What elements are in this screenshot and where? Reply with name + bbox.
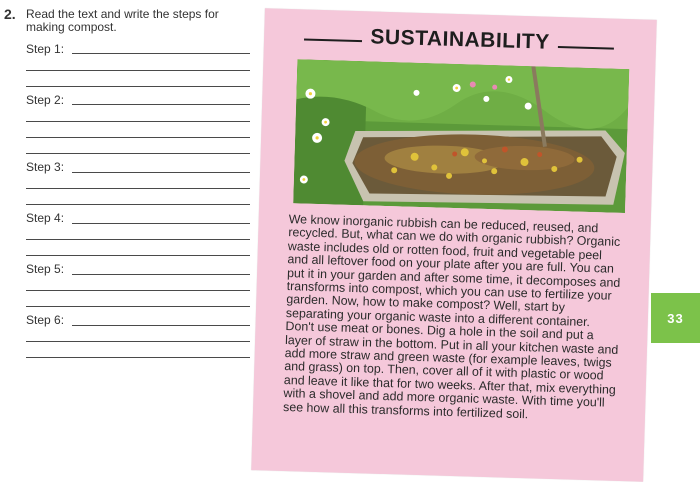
answer-line[interactable]	[26, 255, 250, 256]
answer-line[interactable]	[26, 137, 250, 138]
article-card	[251, 8, 657, 481]
step-label: Step 3:	[26, 160, 65, 174]
page-number-tab: 33	[651, 293, 700, 343]
answer-line[interactable]	[72, 325, 250, 326]
answer-line[interactable]	[72, 172, 250, 173]
answer-line[interactable]	[26, 341, 250, 342]
step-label: Step 2:	[26, 93, 65, 107]
answer-line[interactable]	[26, 121, 250, 122]
step-label: Step 1:	[26, 42, 65, 56]
compost-photo-illustration	[293, 59, 629, 213]
answer-line[interactable]	[26, 290, 250, 291]
answer-line[interactable]	[72, 53, 250, 54]
answer-line[interactable]	[26, 70, 250, 71]
compost-photo	[293, 59, 629, 213]
article-title: SUSTAINABILITY	[370, 25, 551, 54]
answer-line[interactable]	[26, 306, 250, 307]
answer-line[interactable]	[72, 274, 250, 275]
answer-line[interactable]	[26, 153, 250, 154]
answer-line[interactable]	[26, 188, 250, 189]
answer-line[interactable]	[26, 86, 250, 87]
answer-line[interactable]	[26, 239, 250, 240]
step-label: Step 5:	[26, 262, 65, 276]
article-header	[264, 22, 657, 64]
answer-line[interactable]	[72, 223, 250, 224]
answer-line[interactable]	[26, 204, 250, 205]
exercise-number: 2.	[4, 6, 16, 22]
answer-line[interactable]	[26, 357, 250, 358]
answer-line[interactable]	[72, 104, 250, 105]
article-body: We know inorganic rubbish can be reduced, reused, and recycled. But, what can we do with organic rubbish? Organic waste includes old or rotten food, fruit and vegetable peel and all leftover food on your plate after you are full. You can put it in your garden and after some time, it decomposes and transforms into compost, which you can use to fertilize your garden. Now, how to make compost? Well, start by separating your organic waste into a different container. Don't use meat or bones. Dig a hole in the soil and put a layer of straw in the bottom. Put in all your kitchen waste and add more straw and green waste (for example leaves, twigs and grass) on top. Then, cover all of it with plastic or wood and leave it like that for two weeks. After that, mix everything with a shovel and add more organic waste. With time you'll see how all this transforms into fertilized soil.	[282, 212, 621, 421]
step-label: Step 6:	[26, 313, 65, 327]
exercise-instruction: Read the text and write the steps for making compost.	[26, 7, 219, 34]
step-label: Step 4:	[26, 211, 65, 225]
